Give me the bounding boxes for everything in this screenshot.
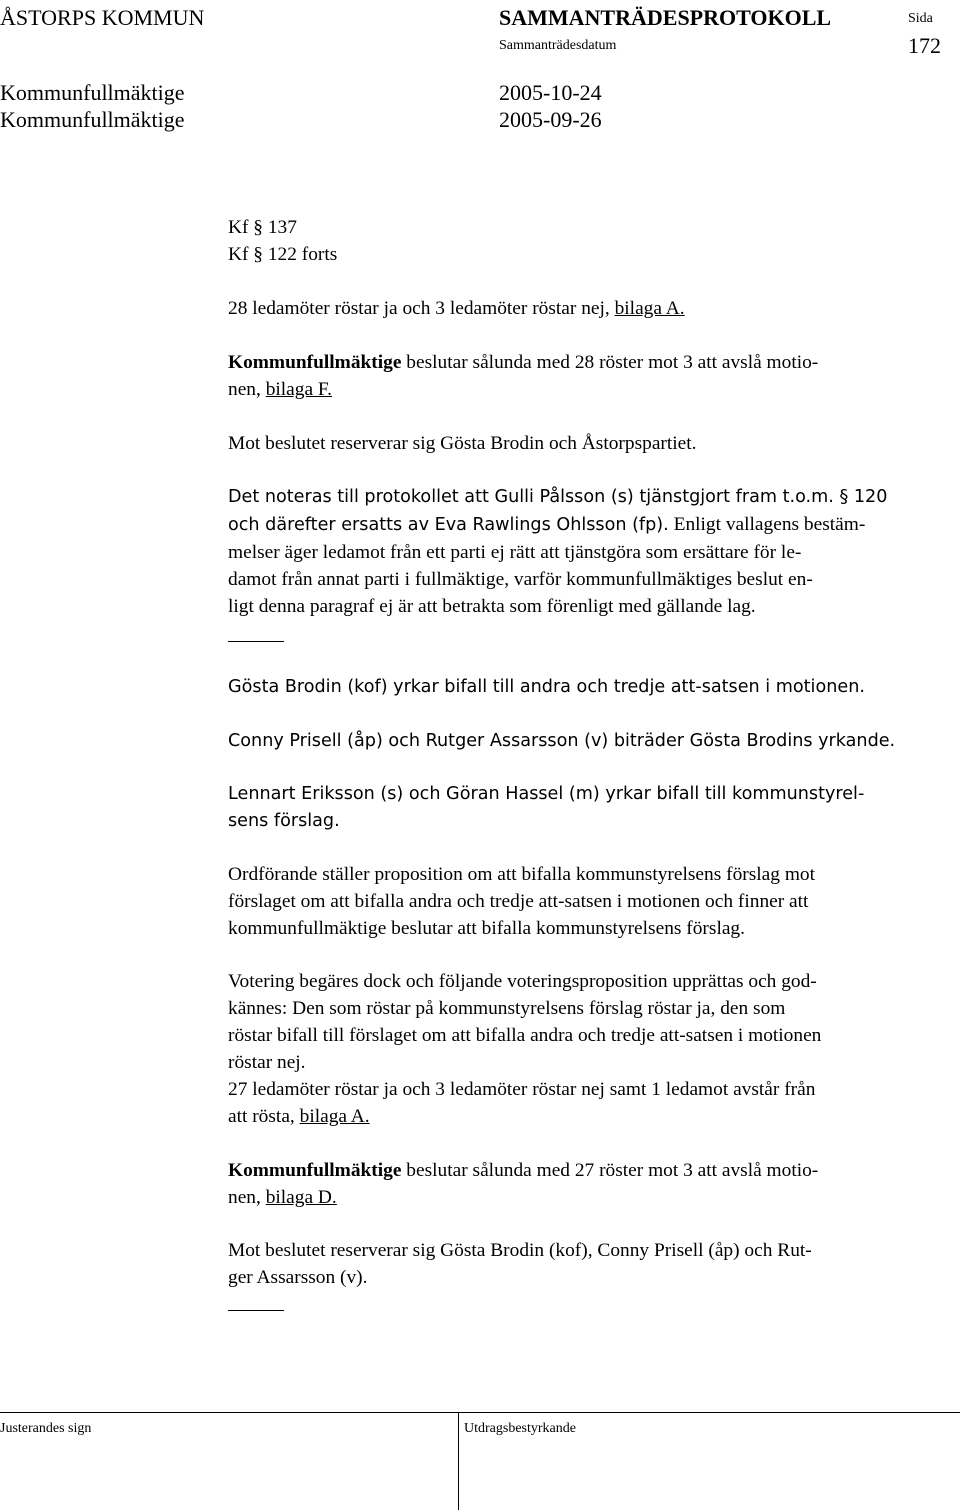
paragraph-support: Conny Prisell (åp) och Rutger Assarsson (v) biträder Gösta Brodins yrkande.: [228, 731, 896, 751]
page-label: Sida: [908, 11, 933, 26]
divider-rule: [228, 641, 284, 642]
meeting-date-label: Sammanträdesdatum: [499, 38, 617, 53]
footer-column-divider: [458, 1412, 459, 1510]
attachment-link[interactable]: bilaga D.: [265, 1187, 337, 1208]
footer-certification-label: Utdragsbestyrkande: [464, 1421, 576, 1436]
paragraph-decision-1: Kommunfullmäktige beslutar sålunda med 28 röster mot 3 att avslå motio- nen, bilaga F.: [228, 352, 819, 400]
paragraph-decision-2: Kommunfullmäktige beslutar sålunda med 27 röster mot 3 att avslå motio- nen, bilaga D.: [228, 1160, 819, 1208]
paragraph-proposition: Ordförande ställer proposition om att bifalla kommunstyrelsens förslag mot förslaget om att bifalla andra och tredje att-satsen i motionen och finner att kommunfullmäktige beslutar att bifalla kommunstyrelsens förslag.: [228, 864, 815, 939]
header-body-2: Kommunfullmäktige: [0, 107, 185, 132]
section-ref: Kf § 122 forts: [228, 244, 338, 265]
attachment-link[interactable]: bilaga F.: [265, 379, 333, 400]
paragraph-vote-result-1: 28 ledamöter röstar ja och 3 ledamöter röstar nej, bilaga A.: [228, 298, 685, 319]
attachment-link[interactable]: bilaga A.: [614, 298, 685, 319]
municipality-name: ÅSTORPS KOMMUN: [0, 5, 205, 30]
footer-divider: [0, 1412, 960, 1413]
paragraph-reservation-1: Mot beslutet reserverar sig Gösta Brodin och Åstorpspartiet.: [228, 433, 697, 454]
paragraph-voting: Votering begäres dock och följande voteringsproposition upprättas och god- kännes: Den som röstar på kommunstyrelsens förslag röstar ja, den som röstar bifall till förslaget om att bifalla andra och tredje att-satsen i motionen röstar nej. 27 ledamöter röstar ja och 3 ledamöter röstar nej samt 1 ledamot avstår från att rösta, bilaga A.: [228, 971, 822, 1127]
paragraph-note: Det noteras till protokollet att Gulli Pålsson (s) tjänstgjort fram t.o.m. § 120 och därefter ersatts av Eva Rawlings Ohlsson (fp). Enligt vallagens bestäm- melser äger ledamot från ett parti ej rätt att tjänstgöra som ersättare för le- damot från annat parti i fullmäktige, varför kommunfullmäktiges beslut en- ligt denna paragraf ej är att betrakta som förenligt med gällande lag.: [228, 487, 888, 617]
document-title: SAMMANTRÄDESPROTOKOLL: [499, 5, 832, 30]
paragraph-motion-brodin: Gösta Brodin (kof) yrkar bifall till andra och tredje att-satsen i motionen.: [228, 677, 865, 697]
paragraph-motion-eriksson: Lennart Eriksson (s) och Göran Hassel (m) yrkar bifall till kommunstyrel- sens förslag.: [228, 784, 865, 831]
page-number: 172: [908, 33, 941, 58]
paragraph-reservation-2: Mot beslutet reserverar sig Gösta Brodin (kof), Conny Prisell (åp) och Rut- ger Assarsson (v).: [228, 1240, 812, 1288]
section-refs: [228, 214, 928, 268]
attachment-link[interactable]: bilaga A.: [299, 1106, 370, 1127]
header-date-2: 2005-09-26: [499, 107, 602, 132]
header-date-1: 2005-10-24: [499, 80, 602, 105]
divider-rule: [228, 1310, 284, 1311]
footer-sign-label: Justerandes sign: [0, 1421, 92, 1436]
section-ref: Kf § 137: [228, 217, 297, 238]
header-body-1: Kommunfullmäktige: [0, 80, 185, 105]
